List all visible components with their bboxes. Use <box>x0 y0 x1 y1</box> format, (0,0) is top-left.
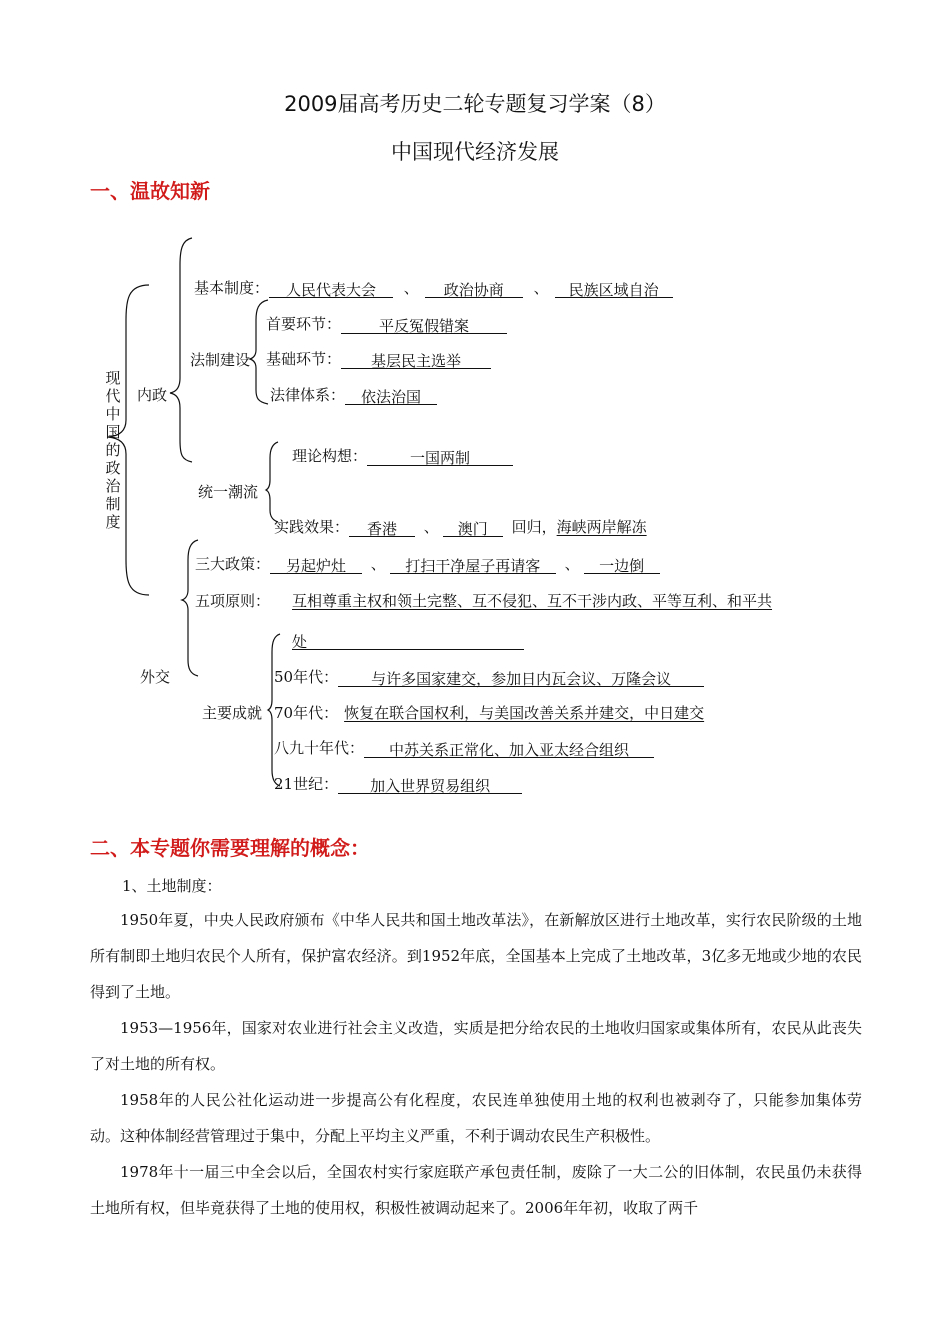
label-diplomacy: 外交 <box>140 668 171 686</box>
achievement-21c-value: 加入世界贸易组织 <box>338 776 522 794</box>
row-achievement-21c <box>274 774 522 794</box>
separator: 、 <box>370 555 386 573</box>
primary-step-value: 平反冤假错案 <box>341 316 507 334</box>
bracket-neizheng <box>170 238 192 462</box>
separator: 、 <box>403 279 419 297</box>
achievement-80s90s-value: 中苏关系正常化、加入亚太经合组织 <box>364 740 654 758</box>
paragraph: 1953—1956年，国家对农业进行社会主义改造，实质是把分给农民的土地收归国家或集体所有，农民从此丧失了对土地的所有权。 <box>90 1019 862 1073</box>
paragraph: 1950年夏，中央人民政府颁布《中华人民共和国土地改革法》，在新解放区进行土地改革，实行农民阶级的土地所有制即土地归农民个人所有，保护富农经济。到1952年底，全国基本上完成了土地改革，3亿多无地或少地的农民得到了土地。 <box>90 911 862 1001</box>
paragraph: 1958年的人民公社化运动进一步提高公有化程度，农民连单独使用土地的权利也被剥夺了，只能参加集体劳动。这种体制经营管理过于集中，分配上平均主义严重，不利于调动农民生产积极性。 <box>90 1091 862 1145</box>
theory-value: 一国两制 <box>367 448 513 466</box>
primary-step-label: 首要环节： <box>266 315 342 333</box>
policy-3: 一边倒 <box>584 556 660 574</box>
label-legal-construction: 法制建设 <box>190 351 251 369</box>
row-basic-system <box>194 278 673 298</box>
practice-macau: 澳门 <box>443 519 503 537</box>
basic-step-label: 基础环节： <box>266 350 342 368</box>
section-heading-review: 一、温故知新 <box>90 179 210 203</box>
label-unification: 统一潮流 <box>198 483 259 501</box>
item-land-system-label: 1、土地制度： <box>122 877 222 895</box>
row-five-principles-cont <box>292 630 524 650</box>
policy-2: 打扫干净屋子再请客 <box>390 556 556 574</box>
bracket-tongyi <box>266 442 278 522</box>
row-legal-system <box>270 385 437 405</box>
concept-paragraphs <box>90 902 862 1226</box>
practice-hongkong: 香港 <box>349 519 415 537</box>
separator: 、 <box>423 518 439 536</box>
practice-label: 实践效果： <box>274 518 350 536</box>
row-primary-step <box>266 314 507 334</box>
achievement-70s-value: 恢复在联合国权利，与美国改善关系并建交，中日建交 <box>344 704 705 722</box>
label-domestic: 内政 <box>137 386 168 404</box>
three-policies-label: 三大政策： <box>195 555 271 573</box>
policy-1: 另起炉灶 <box>270 556 362 574</box>
row-practice <box>274 517 647 537</box>
document-title: 2009届高考历史二轮专题复习学案（8） <box>284 92 666 116</box>
basic-system-label: 基本制度： <box>194 279 270 297</box>
practice-return: 回归， <box>511 518 557 536</box>
achievement-70s-label: 70年代： <box>274 704 339 722</box>
theory-label: 理论构想： <box>292 447 368 465</box>
five-principles-label: 五项原则： <box>195 592 271 610</box>
basic-system-item-1: 人民代表大会 <box>269 280 393 298</box>
legal-system-value: 依法治国 <box>345 387 437 405</box>
separator: 、 <box>533 279 549 297</box>
achievement-21c-label: 21世纪： <box>274 775 339 793</box>
section-heading-concepts: 二、本专题你需要理解的概念： <box>90 836 370 860</box>
achievement-50s-value: 与许多国家建交，参加日内瓦会议、万隆会议 <box>338 669 704 687</box>
row-basic-step <box>266 349 491 369</box>
root-label-political-system: 现代中国的政治制度 <box>105 369 121 531</box>
five-principles-value-end: 处 <box>292 632 524 650</box>
row-five-principles <box>195 591 772 611</box>
five-principles-value: 互相尊重主权和领土完整、互不侵犯、互不干涉内政、平等互利、和平共 <box>292 592 773 610</box>
achievement-50s-label: 50年代： <box>274 668 339 686</box>
document-subtitle: 中国现代经济发展 <box>391 140 559 164</box>
row-achievement-70s <box>274 703 704 723</box>
separator: 、 <box>564 555 580 573</box>
paragraph: 1978年十一届三中全会以后，全国农村实行家庭联产承包责任制，废除了一大二公的旧体制，农民虽仍未获得土地所有权，但毕竟获得了土地的使用权，积极性被调动起来了。2006年年初，收取了两千 <box>90 1163 862 1217</box>
row-theory <box>292 446 513 466</box>
legal-system-label: 法律体系： <box>270 386 346 404</box>
row-achievement-50s <box>274 667 704 687</box>
row-three-policies <box>195 554 660 574</box>
basic-step-value: 基层民主选举 <box>341 351 491 369</box>
achievement-80s90s-label: 八九十年代： <box>274 739 365 757</box>
practice-strait: 海峡两岸解冻 <box>556 518 647 536</box>
label-main-achievements: 主要成就 <box>202 704 263 722</box>
row-achievement-80s90s <box>274 738 654 758</box>
basic-system-item-3: 民族区域自治 <box>555 280 673 298</box>
basic-system-item-2: 政治协商 <box>425 280 523 298</box>
